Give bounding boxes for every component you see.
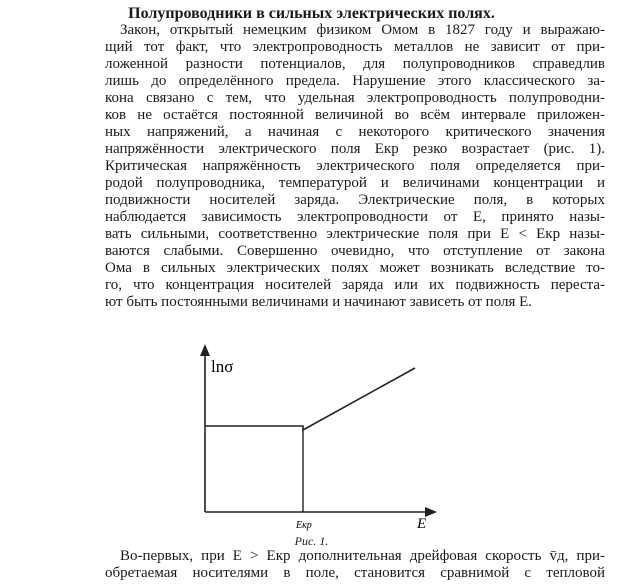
figure-ln-sigma-vs-e [185,340,455,560]
text-line: обретаемая носителями в поле, становится сравнимой с тепловой [105,565,605,581]
text-line: вать сильными, соответственно электрические поля при E < Eкр назы- [105,226,605,242]
y-axis-arrow [200,344,210,356]
page-title: Полупроводники в сильных электрических полях. [128,5,495,22]
text-line: подвижности носителей заряда. Электрические поля, в которых [105,192,605,208]
text-line: Во-первых, при E > Eкр дополнительная дрейфовая скорость v̄д, при- [120,548,605,564]
text-line: родой полупроводника, температурой и величинами концентрации и [105,175,605,191]
text-line: Критическая напряжённость электрического поля определяется при- [105,158,605,174]
curve [205,368,415,430]
text-line: ложенной разности потенциалов, для полупроводников справедлив [105,56,605,72]
x-tick-ekr: Eкр [296,520,312,531]
text-line: ных напряжений, а начиная с некоторого критического значения [105,124,605,140]
text-line: ваются слабыми. Совершенно очевидно, что отступление от закона [105,243,605,259]
text-line: Закон, открытый немецким физиком Омом в 1827 году и выражаю- [120,22,605,38]
x-axis-label: E [417,516,427,532]
text-line: напряжённости электрического поля Eкр резко возрастает (рис. 1). [105,141,605,157]
text-line: Ома в сильных электрических полях может возникать вследствие то- [105,260,605,276]
y-axis-label: lnσ [211,357,234,376]
x-axis-arrow [425,507,437,517]
text-line: щий тот факт, что электропроводность металлов не зависит от при- [105,39,605,55]
text-line: наблюдается зависимость электропроводности от E, принято назы- [105,209,605,225]
text-line: ют быть постоянными величинами и начинают зависеть от поля E. [105,294,533,310]
text-line: кона связано с тем, что удельная электропроводность полупроводни- [105,90,605,106]
figure-caption: Рис. 1. [294,534,329,548]
text-line: го, что концентрация носителей заряда или их подвижность переста- [105,277,605,293]
text-line: лишь до определённого предела. Нарушение этого классического за- [105,73,605,89]
text-line: ков не остаётся постоянной величиной во всём интервале приложен- [105,107,605,123]
